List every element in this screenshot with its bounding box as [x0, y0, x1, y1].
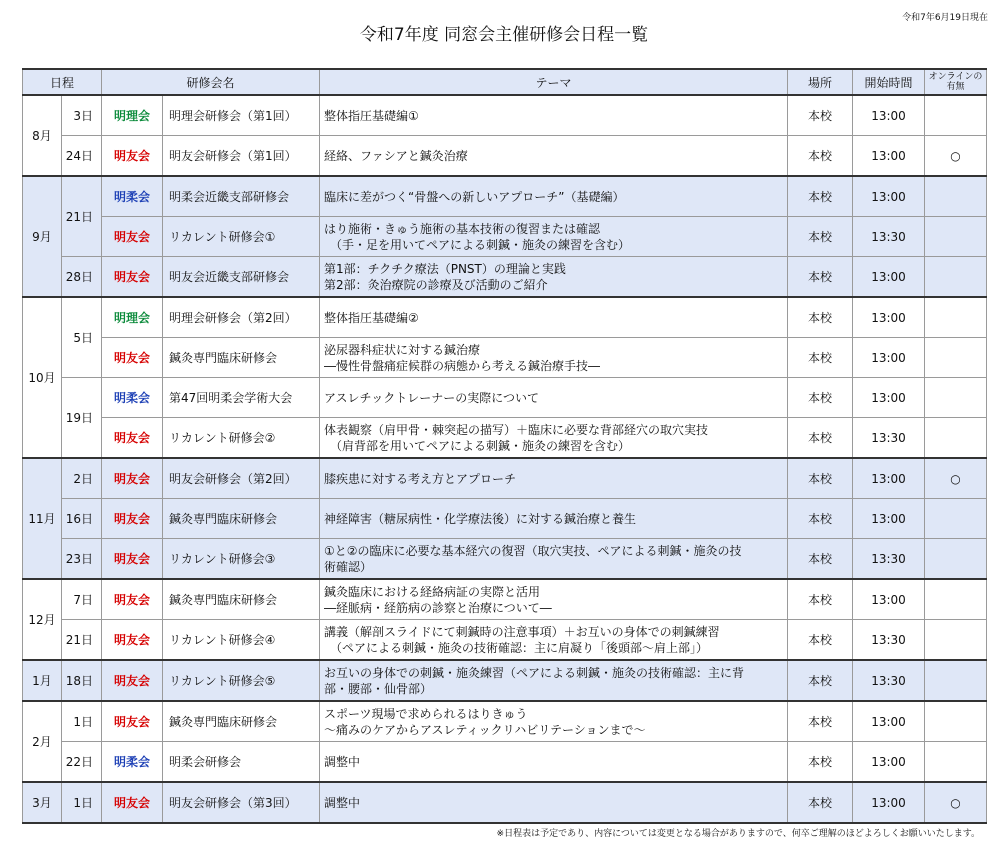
table-row	[23, 742, 987, 783]
theme-line: 整体指圧基礎編②	[324, 310, 419, 325]
time-cell: 13:30	[853, 217, 925, 257]
online-cell: ○	[925, 136, 987, 177]
theme-cell	[320, 499, 788, 539]
theme-line: 膝疾患に対する考え方とアプローチ	[324, 471, 517, 486]
theme-line: （手・足を用いてペアによる刺鍼・施灸の練習を含む）	[324, 237, 631, 252]
month-cell: 3月	[23, 782, 62, 823]
theme-cell	[320, 782, 788, 823]
table-row	[23, 176, 987, 217]
place-cell: 本校	[788, 539, 853, 580]
theme-cell	[320, 378, 788, 418]
online-cell	[925, 539, 987, 580]
theme-cell	[320, 338, 788, 378]
day-cell: 22日	[62, 742, 102, 783]
seminar-name-cell: リカレント研修会⑤	[163, 660, 320, 701]
seminar-name-cell: 鍼灸専門臨床研修会	[163, 499, 320, 539]
online-cell	[925, 660, 987, 701]
place-cell: 本校	[788, 499, 853, 539]
organizer-cell: 明友会	[102, 660, 163, 701]
time-cell: 13:00	[853, 499, 925, 539]
theme-line: 体表観察（肩甲骨・棘突起の描写）＋臨床に必要な背部経穴の取穴実技	[324, 422, 709, 437]
theme-cell	[320, 418, 788, 459]
table-row	[23, 782, 987, 823]
seminar-name-cell: リカレント研修会④	[163, 620, 320, 661]
online-cell	[925, 742, 987, 783]
online-cell	[925, 378, 987, 418]
online-cell: ○	[925, 782, 987, 823]
header-name: 研修会名	[102, 69, 320, 95]
place-cell: 本校	[788, 297, 853, 338]
organizer-cell: 明理会	[102, 95, 163, 136]
header-place: 場所	[788, 69, 853, 95]
seminar-name-cell: 明柔会研修会	[163, 742, 320, 783]
theme-cell	[320, 217, 788, 257]
online-cell	[925, 217, 987, 257]
theme-line: 第2部：灸治療院の診療及び活動のご紹介	[324, 277, 548, 292]
organizer-cell: 明理会	[102, 297, 163, 338]
day-cell: 7日	[62, 579, 102, 620]
time-cell: 13:00	[853, 338, 925, 378]
table-row	[23, 418, 987, 459]
theme-line: ①と②の臨床に必要な基本経穴の復習（取穴実技、ペアによる刺鍼・施灸の技	[324, 543, 742, 558]
time-cell: 13:00	[853, 701, 925, 742]
schedule-table	[22, 68, 987, 824]
theme-line: 神経障害（糖尿病性・化学療法後）に対する鍼治療と養生	[324, 511, 637, 526]
theme-line: はり施術・きゅう施術の基本技術の復習または確認	[324, 221, 601, 236]
place-cell: 本校	[788, 338, 853, 378]
place-cell: 本校	[788, 217, 853, 257]
online-cell	[925, 95, 987, 136]
footnote: ※日程表は予定であり、内容については変更となる場合がありますので、何卒ご理解のほどよろしくお願いいたします。	[496, 829, 980, 839]
header-time: 開始時間	[853, 69, 925, 95]
seminar-name-cell: 明理会研修会（第1回）	[163, 95, 320, 136]
online-cell	[925, 701, 987, 742]
table-row	[23, 539, 987, 580]
place-cell: 本校	[788, 782, 853, 823]
header-row	[23, 69, 987, 95]
place-cell: 本校	[788, 378, 853, 418]
online-cell	[925, 257, 987, 298]
header-theme: テーマ	[320, 69, 788, 95]
place-cell: 本校	[788, 701, 853, 742]
seminar-name-cell: 明友会研修会（第3回）	[163, 782, 320, 823]
table-row	[23, 257, 987, 298]
month-cell: 8月	[23, 95, 62, 176]
seminar-name-cell: 鍼灸専門臨床研修会	[163, 701, 320, 742]
theme-line: 調整中	[324, 754, 361, 769]
month-cell: 2月	[23, 701, 62, 782]
day-cell: 21日	[62, 176, 102, 257]
organizer-cell: 明柔会	[102, 742, 163, 783]
page-title: 令和7年度 同窓会主催研修会日程一覧	[359, 25, 649, 45]
place-cell: 本校	[788, 579, 853, 620]
online-cell	[925, 620, 987, 661]
place-cell: 本校	[788, 620, 853, 661]
month-cell: 9月	[23, 176, 62, 297]
theme-line: （肩背部を用いてペアによる刺鍼・施灸の練習を含む）	[324, 438, 631, 453]
seminar-name-cell: 明友会近畿支部研修会	[163, 257, 320, 298]
organizer-cell: 明友会	[102, 539, 163, 580]
table-row	[23, 458, 987, 499]
theme-cell	[320, 176, 788, 217]
theme-line: 経絡、ファシアと鍼灸治療	[324, 148, 468, 163]
day-cell: 24日	[62, 136, 102, 177]
theme-cell	[320, 458, 788, 499]
seminar-name-cell: 明友会研修会（第2回）	[163, 458, 320, 499]
seminar-name-cell: 鍼灸専門臨床研修会	[163, 338, 320, 378]
table-row	[23, 95, 987, 136]
place-cell: 本校	[788, 418, 853, 459]
header-online-line1: オンラインの	[928, 72, 983, 82]
place-cell: 本校	[788, 176, 853, 217]
theme-cell	[320, 257, 788, 298]
online-cell	[925, 499, 987, 539]
theme-line: ～痛みのケアからアスレティックリハビリテーションまで～	[324, 722, 646, 737]
header-online	[925, 69, 987, 95]
theme-line: 臨床に差がつく“骨盤への新しいアプローチ”（基礎編）	[324, 189, 625, 204]
day-cell: 5日	[62, 297, 102, 378]
theme-cell	[320, 701, 788, 742]
organizer-cell: 明柔会	[102, 176, 163, 217]
time-cell: 13:00	[853, 176, 925, 217]
place-cell: 本校	[788, 136, 853, 177]
time-cell: 13:00	[853, 257, 925, 298]
place-cell: 本校	[788, 742, 853, 783]
day-cell: 3日	[62, 95, 102, 136]
seminar-name-cell: 明友会研修会（第1回）	[163, 136, 320, 177]
theme-cell	[320, 297, 788, 338]
online-cell	[925, 297, 987, 338]
table-row	[23, 338, 987, 378]
table-row	[23, 217, 987, 257]
seminar-name-cell: 明理会研修会（第2回）	[163, 297, 320, 338]
day-cell: 28日	[62, 257, 102, 298]
online-cell	[925, 418, 987, 459]
organizer-cell: 明友会	[102, 701, 163, 742]
time-cell: 13:00	[853, 742, 925, 783]
organizer-cell: 明友会	[102, 458, 163, 499]
table-row	[23, 136, 987, 177]
theme-line: 第1部：チクチク療法（PNST）の理論と実践	[324, 261, 566, 276]
organizer-cell: 明友会	[102, 338, 163, 378]
place-cell: 本校	[788, 257, 853, 298]
theme-cell	[320, 539, 788, 580]
seminar-name-cell: リカレント研修会②	[163, 418, 320, 459]
as-of-date: 令和7年6月19日現在	[902, 13, 988, 23]
theme-cell	[320, 742, 788, 783]
theme-line: ―慢性骨盤痛症候群の病態から考える鍼治療手技―	[324, 358, 601, 373]
organizer-cell: 明友会	[102, 782, 163, 823]
online-cell	[925, 579, 987, 620]
organizer-cell: 明友会	[102, 418, 163, 459]
organizer-cell: 明柔会	[102, 378, 163, 418]
theme-cell	[320, 136, 788, 177]
theme-line: スポーツ現場で求められるはりきゅう	[324, 706, 528, 721]
day-cell: 2日	[62, 458, 102, 499]
table-row	[23, 499, 987, 539]
online-cell: ○	[925, 458, 987, 499]
theme-line: 調整中	[324, 795, 361, 810]
seminar-name-cell: リカレント研修会③	[163, 539, 320, 580]
theme-cell	[320, 660, 788, 701]
theme-line: 術確認）	[324, 559, 373, 574]
month-cell: 12月	[23, 579, 62, 660]
header-online-line2: 有無	[946, 82, 965, 92]
time-cell: 13:30	[853, 418, 925, 459]
time-cell: 13:00	[853, 458, 925, 499]
time-cell: 13:30	[853, 620, 925, 661]
month-cell: 11月	[23, 458, 62, 579]
day-cell: 23日	[62, 539, 102, 580]
seminar-name-cell: 鍼灸専門臨床研修会	[163, 579, 320, 620]
theme-line: 部・腰部・仙骨部）	[324, 681, 433, 696]
organizer-cell: 明友会	[102, 579, 163, 620]
table-row	[23, 297, 987, 338]
time-cell: 13:30	[853, 539, 925, 580]
theme-cell	[320, 95, 788, 136]
month-cell: 1月	[23, 660, 62, 701]
time-cell: 13:00	[853, 95, 925, 136]
time-cell: 13:00	[853, 378, 925, 418]
month-cell: 10月	[23, 297, 62, 458]
theme-cell	[320, 620, 788, 661]
day-cell: 16日	[62, 499, 102, 539]
organizer-cell: 明友会	[102, 217, 163, 257]
place-cell: 本校	[788, 458, 853, 499]
theme-line: アスレチックトレーナーの実際について	[324, 390, 539, 405]
day-cell: 1日	[62, 782, 102, 823]
time-cell: 13:00	[853, 297, 925, 338]
organizer-cell: 明友会	[102, 620, 163, 661]
theme-line: ―経脈病・経筋病の診察と治療について―	[324, 600, 552, 615]
seminar-name-cell: 第47回明柔会学術大会	[163, 378, 320, 418]
theme-line: お互いの身体での刺鍼・施灸練習（ペアによる刺鍼・施灸の技術確認：主に背	[324, 665, 745, 680]
place-cell: 本校	[788, 95, 853, 136]
organizer-cell: 明友会	[102, 136, 163, 177]
place-cell: 本校	[788, 660, 853, 701]
table-row	[23, 378, 987, 418]
time-cell: 13:00	[853, 579, 925, 620]
time-cell: 13:00	[853, 136, 925, 177]
theme-line: 泌尿器科症状に対する鍼治療	[324, 342, 481, 357]
time-cell: 13:30	[853, 660, 925, 701]
seminar-name-cell: 明柔会近畿支部研修会	[163, 176, 320, 217]
table-row	[23, 579, 987, 620]
theme-line: 整体指圧基礎編①	[324, 108, 419, 123]
theme-cell	[320, 579, 788, 620]
day-cell: 1日	[62, 701, 102, 742]
day-cell: 18日	[62, 660, 102, 701]
day-cell: 19日	[62, 378, 102, 459]
header-date: 日程	[23, 69, 102, 95]
organizer-cell: 明友会	[102, 257, 163, 298]
seminar-name-cell: リカレント研修会①	[163, 217, 320, 257]
day-cell: 21日	[62, 620, 102, 661]
theme-line: （ペアによる刺鍼・施灸の技術確認：主に肩凝り「後頭部～肩上部」）	[324, 640, 709, 655]
theme-line: 講義（解剖スライドにて刺鍼時の注意事項）＋お互いの身体での刺鍼練習	[324, 624, 720, 639]
time-cell: 13:00	[853, 782, 925, 823]
online-cell	[925, 338, 987, 378]
table-row	[23, 660, 987, 701]
table-row	[23, 701, 987, 742]
organizer-cell: 明友会	[102, 499, 163, 539]
online-cell	[925, 176, 987, 217]
table-row	[23, 620, 987, 661]
theme-line: 鍼灸臨床における経絡病証の実際と活用	[324, 584, 541, 599]
